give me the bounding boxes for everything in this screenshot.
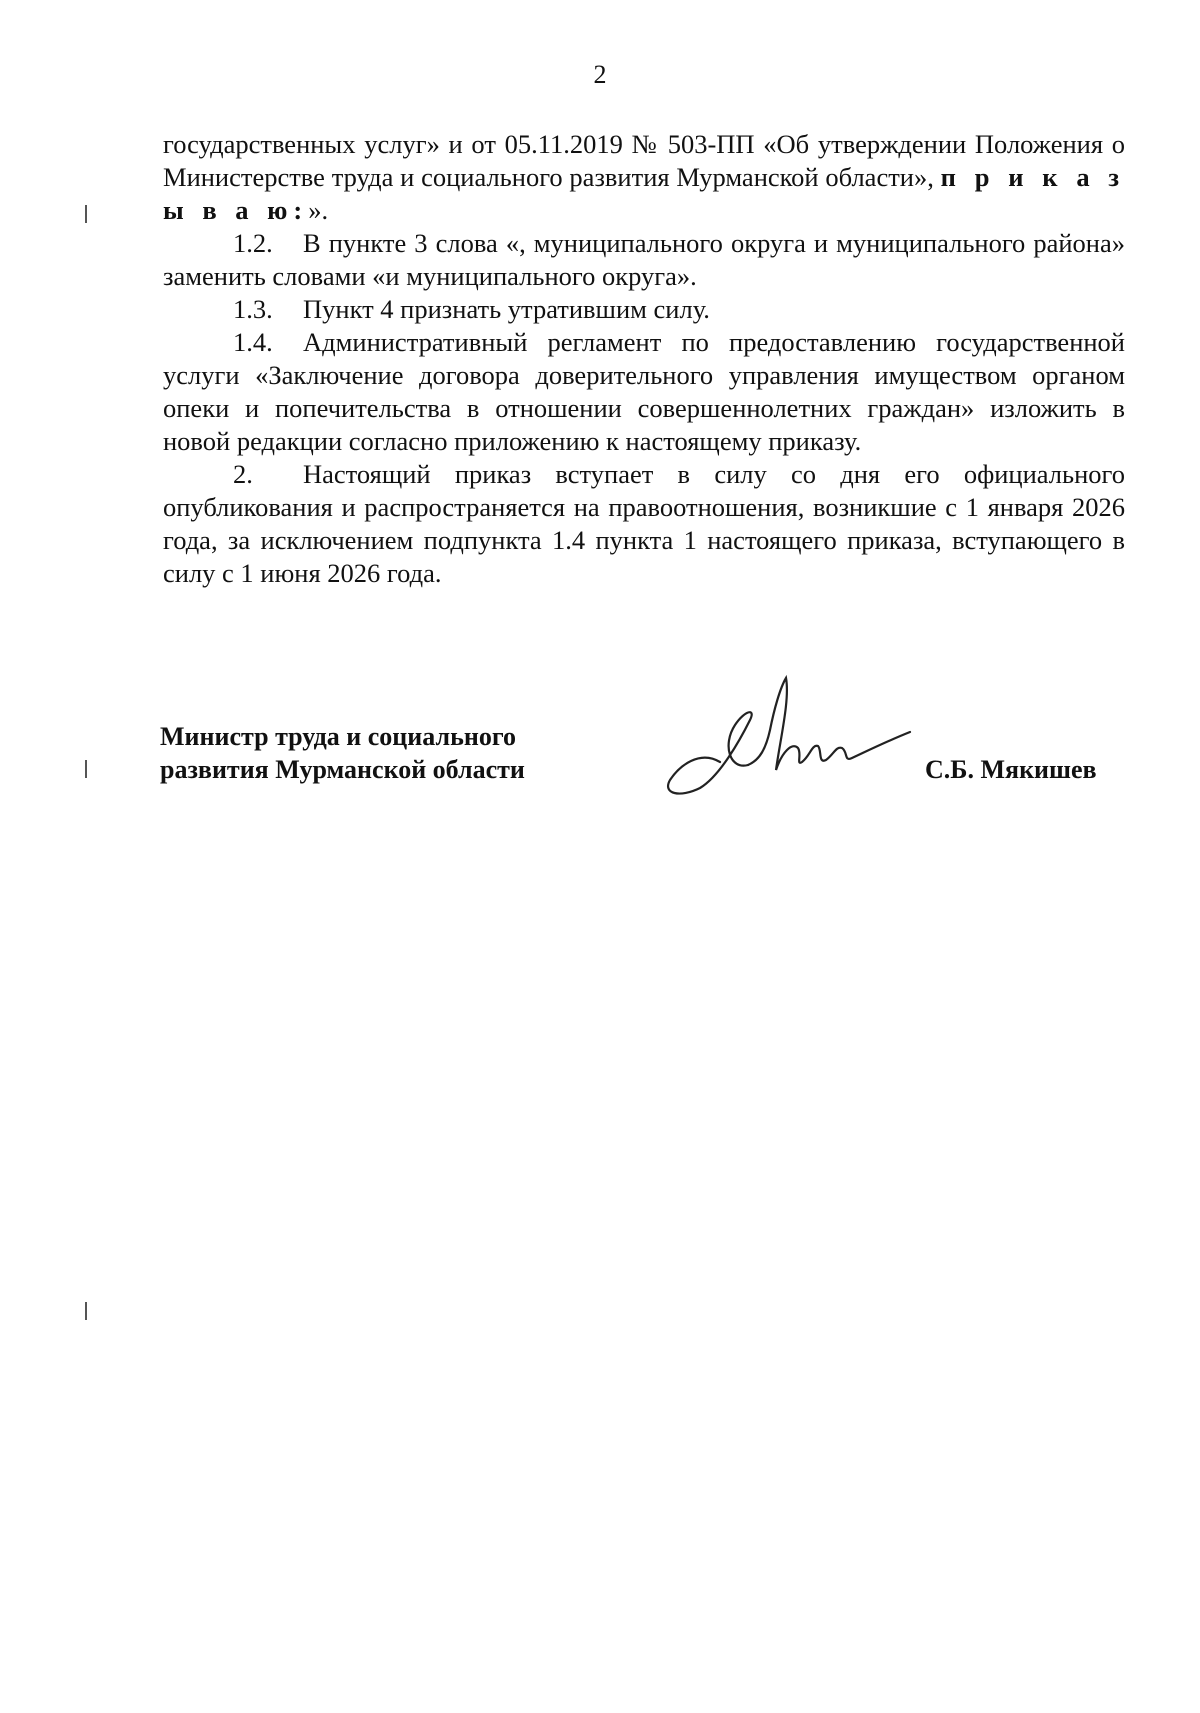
scan-margin-mark: [85, 760, 87, 778]
paragraph-tail: ».: [308, 195, 329, 225]
paragraph-number: 1.2.: [233, 228, 273, 258]
paragraph-number: 2.: [233, 459, 253, 489]
paragraph-2: [163, 458, 1125, 590]
paragraph-1-2: [163, 227, 1125, 293]
scan-margin-mark: [85, 205, 87, 223]
paragraph-continuation: [163, 128, 1125, 227]
paragraph-text: Административный регламент по предоставлению государственной услуги «Заключение договора доверительного управления имуществом органом опеки и попечительства в отношении совершеннолетних граждан» изложить в новой редакции согласно приложению к настоящему приказу.: [163, 327, 1125, 456]
paragraph-text: В пункте 3 слова «, муниципального округа и муниципального района» заменить словами «и муниципального округа».: [163, 228, 1125, 291]
paragraph-number: 1.3.: [233, 294, 273, 324]
paragraph-text: Настоящий приказ вступает в силу со дня его официального опубликования и распространяется на правоотношения, возникшие с 1 января 2026 года, за исключением подпункта 1.4 пункта 1 настоящего приказа, вступающего в силу с 1 июня 2026 года.: [163, 459, 1125, 588]
paragraph-text: государственных услуг» и от 05.11.2019 № 503-ПП «Об утверждении Положения о Министерстве труда и социального развития Мурманской области»,: [163, 129, 1125, 192]
paragraph-1-4: [163, 326, 1125, 458]
document-body: [163, 128, 1125, 590]
page-number: 2: [593, 60, 607, 89]
emphasis-order-word: п р и к а з ы в а ю:: [163, 162, 1125, 225]
scan-margin-mark: [85, 1302, 87, 1320]
signatory-position-line: Министр труда и социального: [160, 722, 516, 751]
paragraph-number: 1.4.: [233, 327, 273, 357]
signatory-position-line: развития Мурманской области: [160, 755, 525, 784]
paragraph-1-3: [163, 293, 1125, 326]
handwritten-signature: [660, 670, 920, 800]
signatory-position: [160, 720, 525, 786]
signatory-name: С.Б. Мякишев: [925, 755, 1097, 784]
paragraph-text: Пункт 4 признать утратившим силу.: [303, 294, 710, 324]
